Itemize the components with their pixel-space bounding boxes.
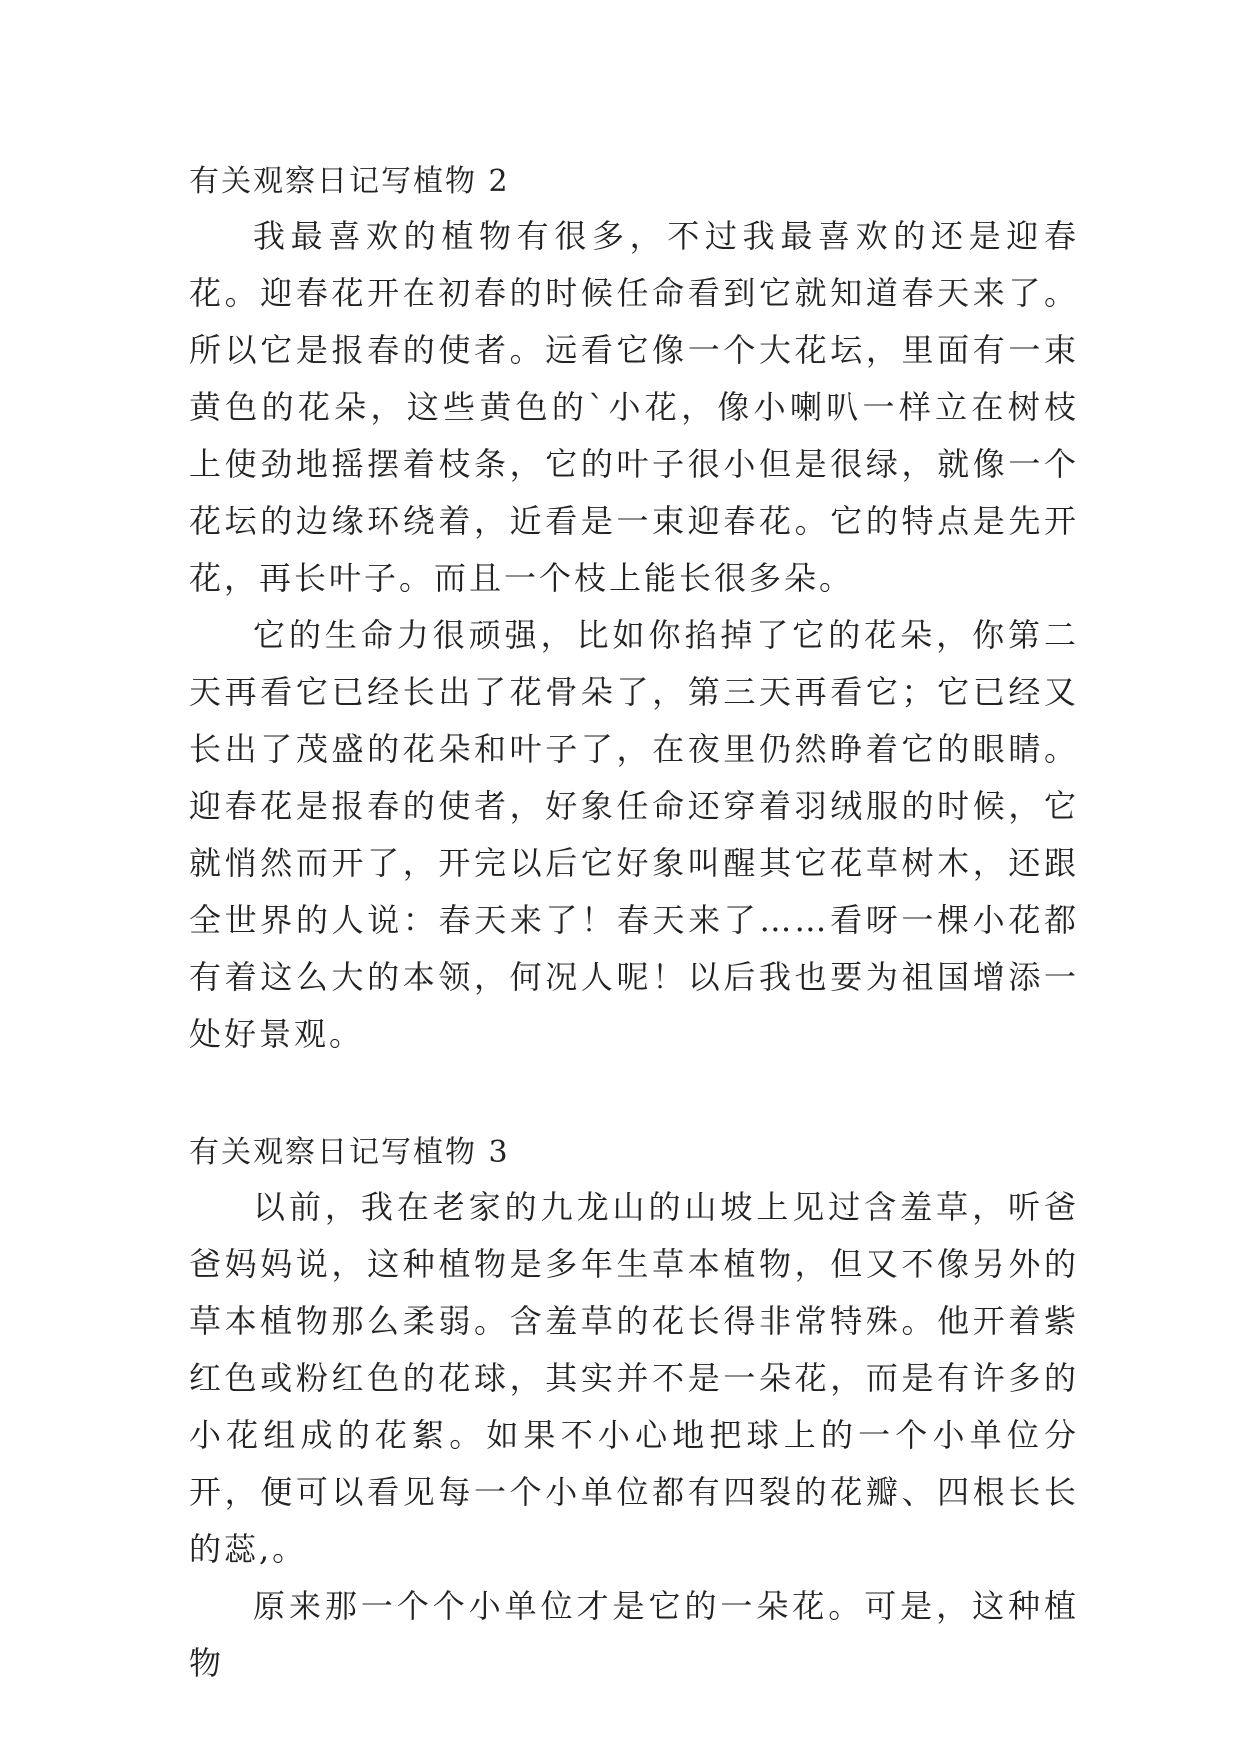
section-title: 有关观察日记写植物 3 (189, 1135, 510, 1170)
paragraph: 我最喜欢的植物有很多，不过我最喜欢的还是迎春花。迎春花开在初春的时候任命看到它就知道春天来了。所以它是报春的使者。远看它像一个大花坛，里面有一束黄色的花朵，这些黄色的`小花，像小喇叭一样立在树枝上使劲地摇摆着枝条，它的叶子很小但是很绿，就像一个花坛的边缘环绕着，近看是一束迎春花。它的特点是先开花，再长叶子。而且一个枝上能长很多朵。 (189, 217, 1079, 597)
section-title: 有关观察日记写植物 2 (189, 164, 510, 199)
section-3 (189, 1133, 1079, 1692)
paragraph: 原来那一个个小单位才是它的一朵花。可是，这种植物 (189, 1587, 1079, 1682)
paragraph: 以前，我在老家的九龙山的山坡上见过含羞草，听爸爸妈妈说，这种植物是多年生草本植物，但又不像另外的草本植物那么柔弱。含羞草的花长得非常特殊。他开着紫红色或粉红色的花球，其实并不是一朵花，而是有许多的小花组成的花絮。如果不小心地把球上的一个小单位分开，便可以看见每一个小单位都有四裂的花瓣、四根长长的蕊,。 (189, 1188, 1079, 1568)
paragraph: 它的生命力很顽强，比如你掐掉了它的花朵，你第二天再看它已经长出了花骨朵了，第三天再看它；它已经又长出了茂盛的花朵和叶子了，在夜里仍然睁着它的眼睛。迎春花是报春的使者，好象任命还穿着羽绒服的时候，它就悄然而开了，开完以后它好象叫醒其它花草树木，还跟全世界的人说：春天来了！春天来了……看呀一棵小花都有着这么大的本领，何况人呢！以后我也要为祖国增添一处好景观。 (189, 616, 1079, 1053)
document-page (189, 150, 1079, 1692)
section-2 (189, 162, 1079, 1063)
